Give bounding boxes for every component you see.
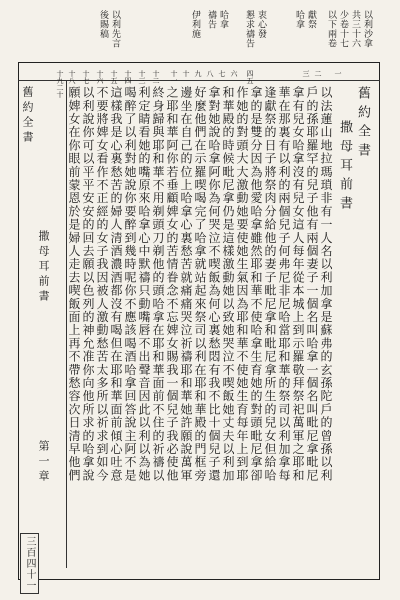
verse-number: 三 bbox=[302, 70, 310, 77]
text-column: 願婢女在你眼前蒙恩於是婦人走去喫飯面上再不帶愁容次日清早他們 bbox=[67, 86, 81, 482]
gloss: 禱告 bbox=[206, 10, 216, 29]
text-column: 戶的孫耶羅罕的兒子他有兩個妻子一個名叫哈拿一個名叫毗尼拿毗尼 bbox=[305, 86, 319, 482]
book-title: 舊約全書 bbox=[355, 86, 370, 162]
verse-number: 七 bbox=[218, 70, 226, 77]
verse-number: 十三 bbox=[138, 70, 146, 84]
gloss: 以利先言 bbox=[110, 10, 120, 48]
gloss: 哈拿 bbox=[294, 10, 304, 29]
verse-number: 八 bbox=[206, 70, 214, 77]
verse-number: 二 bbox=[314, 70, 322, 77]
gloss: 懇求禱告 bbox=[244, 10, 254, 48]
text-column: 喝醉了以利對她說你要醉到幾時呢你不應該喝酒哈拿回答說主阿不是 bbox=[123, 86, 137, 482]
verse-number: 十一 bbox=[170, 70, 178, 84]
gloss: 以利沙拿 bbox=[362, 10, 372, 48]
verse-number: 十五 bbox=[110, 70, 118, 84]
verse-number: 一 bbox=[334, 70, 342, 77]
verse-number: 十四 bbox=[124, 70, 132, 84]
text-column: 終身歸與耶和華不用剃頭刀剃他的頭哈拿在耶和華面前不住的祈禱以 bbox=[151, 86, 165, 482]
gloss: 獻祭 bbox=[306, 10, 316, 29]
text-column: 作她的對頭大大激動她要使她生氣因為耶和華不使她生育每年上到耶 bbox=[235, 86, 249, 482]
section-title: 撒母耳前書 bbox=[337, 120, 352, 215]
gloss: 伊利施 bbox=[190, 10, 200, 39]
text-column: 拿有兒女哈拿沒有兒女這人每年從本城上到示羅敬拜祭祀萬軍之耶和 bbox=[291, 86, 305, 482]
verse-number: 十七 bbox=[82, 70, 90, 84]
verse-number: 十 bbox=[182, 70, 190, 77]
verse-number: 九 bbox=[194, 70, 202, 77]
chapter-label: 第一章 bbox=[37, 440, 50, 485]
text-column: 和華殿的時候毗尼拿仍是這樣激動她以致她哭泣不喫飯她丈夫以利加 bbox=[221, 86, 235, 482]
running-section-title: 撒母耳前書 bbox=[37, 230, 50, 305]
verse-number: 六 bbox=[230, 70, 238, 77]
text-column: 華在那裏有以利的兩個兒子何弗尼非尼哈當耶和華的祭司以利加拿每 bbox=[277, 86, 291, 482]
gloss: 以下兩卷 bbox=[326, 10, 336, 48]
verse-number: 四五 bbox=[246, 70, 254, 84]
text-column: 好麼他們在示羅喫喝完了哈拿就站起來祭司以利在耶和華殿的門框旁 bbox=[193, 86, 207, 482]
verse-number: 十六 bbox=[96, 70, 104, 84]
text-column: 這樣我是心裏愁苦的婦人清酒濃酒都沒有喝但在耶和華面前傾心吐意 bbox=[109, 86, 123, 482]
text-column: 拿的是雙分因為他愛哈拿雖然耶和華不使哈拿生育她的對頭毗尼拿卻 bbox=[249, 86, 263, 482]
text-column: 邊坐在自己的位上哈拿心裏愁苦就痛痛哭泣祈禱耶和華她許願說萬軍 bbox=[179, 86, 193, 482]
gloss: 後賜稿 bbox=[98, 10, 108, 39]
gloss: 共三十六 bbox=[350, 10, 360, 48]
verse-number: 十九二十 bbox=[56, 70, 64, 98]
page-number: 三百四十一 bbox=[20, 533, 39, 594]
text-column: 不要將婢女看作不正經的女子我因被人激動愁苦太多所以祈求到如今 bbox=[95, 86, 109, 482]
text-column: 逢獻祭的日子將祭肉分給他的妻子毗尼拿和毗尼拿所生的兒女但給哈 bbox=[263, 86, 277, 482]
text-column: 以利說你可以平平安安的回去願以色列的神允准你向他所求的哈拿說 bbox=[81, 86, 95, 482]
running-head bbox=[18, 80, 67, 568]
running-book-title: 舊約全書 bbox=[21, 86, 34, 146]
text-column: 拿對她說哈拿阿你為何哭泣不喫飯為何心裏愁悶有我不比十個兒子還 bbox=[207, 86, 221, 482]
gloss: 哈拿 bbox=[218, 10, 228, 29]
gloss: 少卷十七 bbox=[338, 10, 348, 48]
text-column: 利定睛看她的嘴原來哈拿心中默禱只動嘴唇不出聲音因此以利以為她 bbox=[137, 86, 151, 482]
verse-number: 十二 bbox=[152, 70, 160, 84]
gloss: 衷心發 bbox=[256, 10, 266, 39]
verse-number: 十八 bbox=[68, 70, 76, 84]
text-column: 以法蓮山地拉瑪瑣非有一人名以利加拿是蘇弗的玄孫陀戶的曾孫以利 bbox=[319, 86, 333, 482]
text-column: 之耶和華阿你若垂顧婢女的苦情眷念不忘婢女賜我一個兒子我必使他 bbox=[165, 86, 179, 482]
